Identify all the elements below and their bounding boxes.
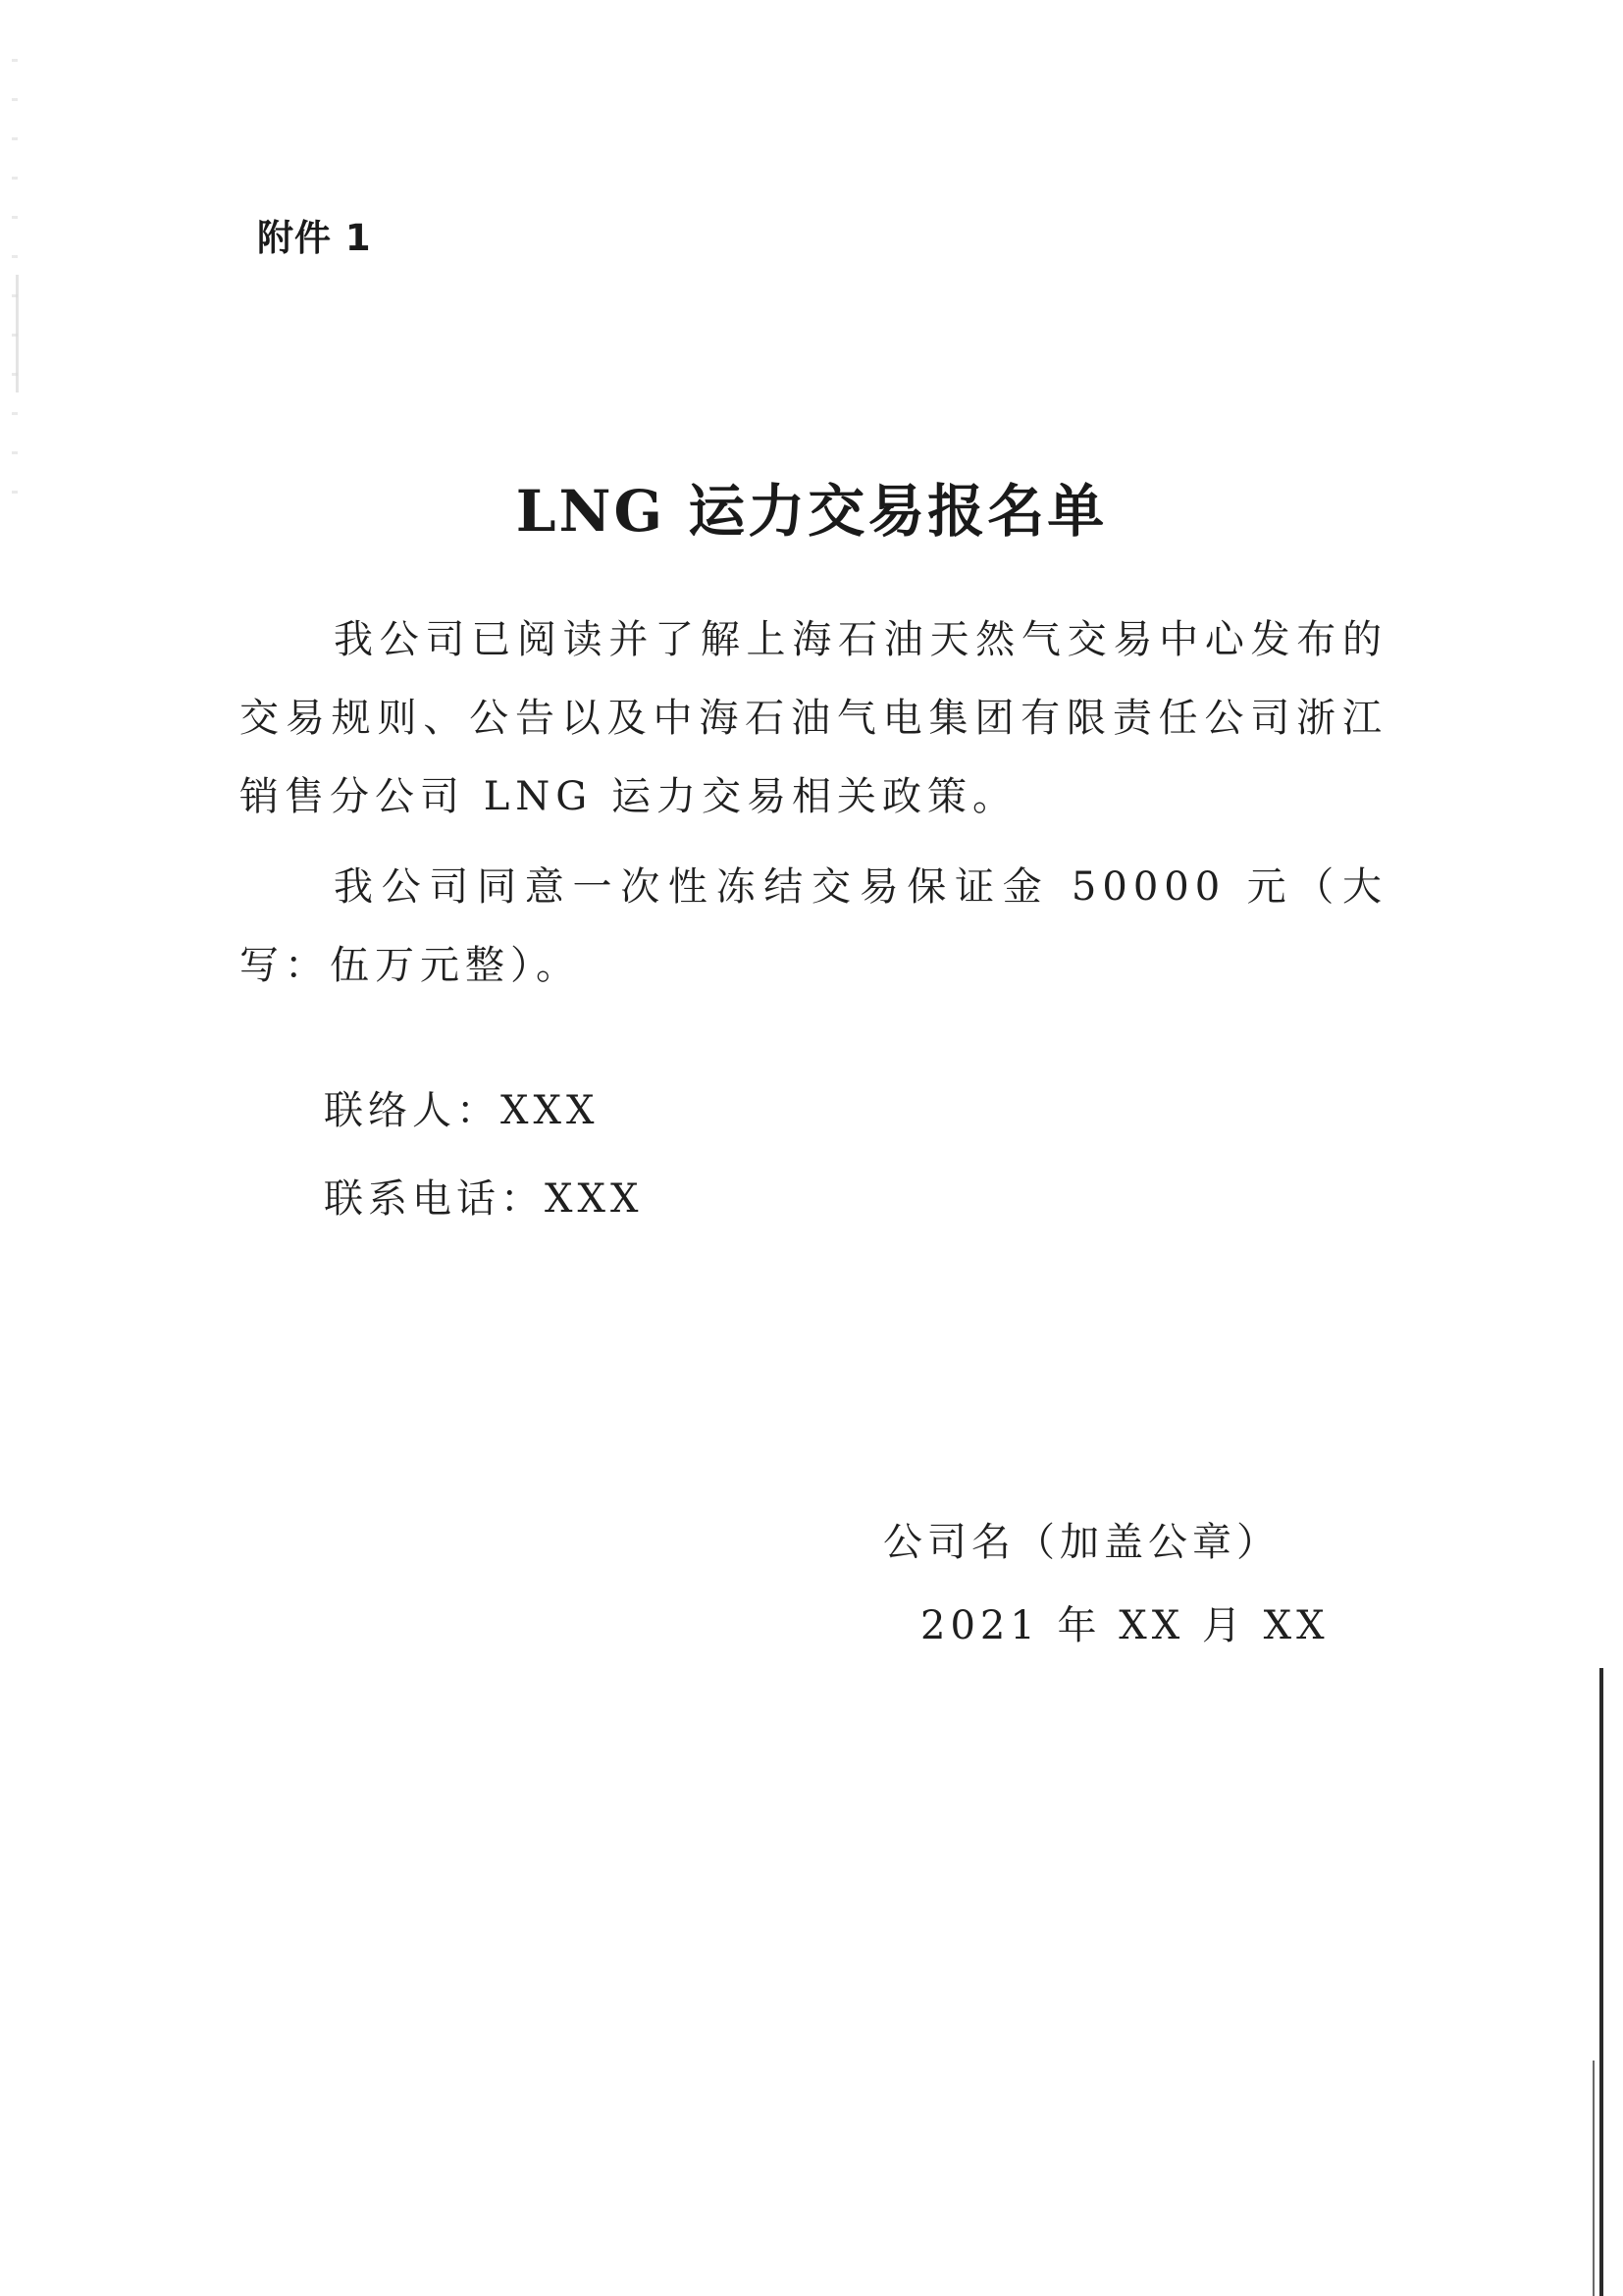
document-title: LNG 运力交易报名单 bbox=[515, 478, 1108, 545]
signature-company: 公司名（加盖公章） bbox=[883, 1520, 1281, 1565]
scan-artifact-right bbox=[1599, 1668, 1603, 2296]
body-paragraph-1: 我公司已阅读并了解上海石油天然气交易中心发布的交易规则、公告以及中海石油气电集团有限责任公司浙江销售分公司 LNG 运力交易相关政策。 bbox=[239, 617, 1387, 819]
contact-person: 联络人：XXX bbox=[324, 1088, 600, 1133]
attachment-label: 附件 1 bbox=[257, 217, 372, 259]
scan-artifact-right-inner bbox=[1593, 2061, 1595, 2296]
scan-artifact-left-mark bbox=[16, 275, 19, 392]
signature-date: 2021 年 XX 月 XX bbox=[920, 1603, 1330, 1648]
body-paragraph-2: 我公司同意一次性冻结交易保证金 50000 元（大写：伍万元整）。 bbox=[239, 864, 1387, 988]
contact-phone: 联系电话：XXX bbox=[324, 1176, 644, 1222]
